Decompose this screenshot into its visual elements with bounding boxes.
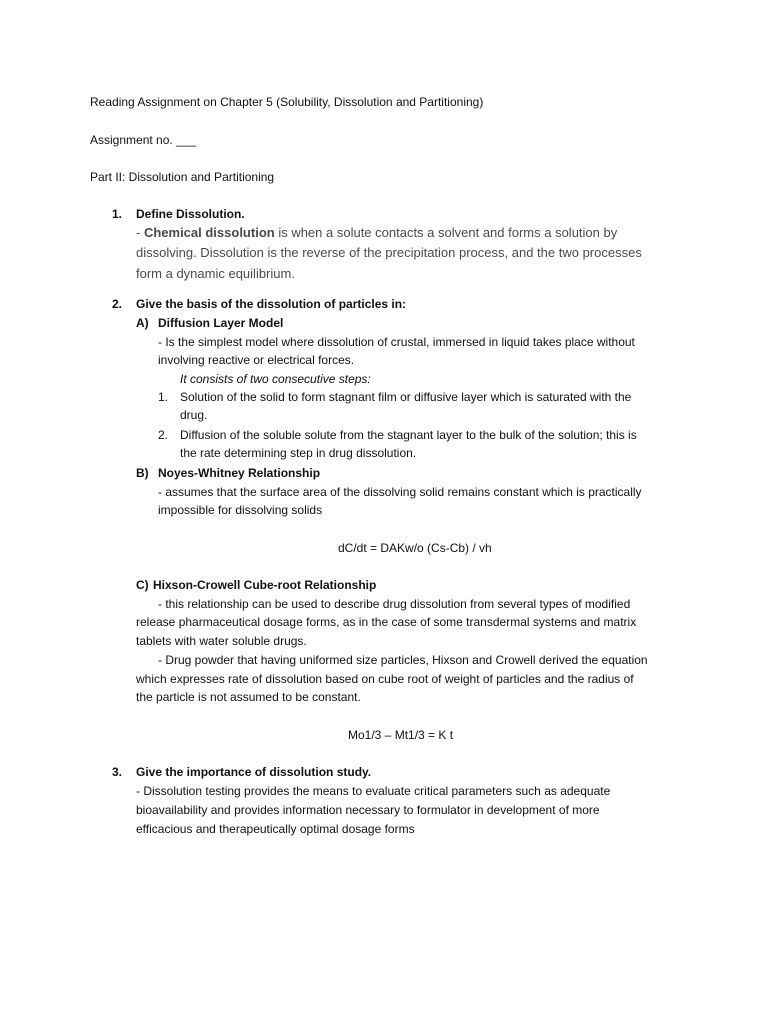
q3-number: 3. [112,765,123,779]
q2-c-para1-line-2: release pharmaceutical dosage forms, as in the case of some transdermal systems and matrix [136,615,637,629]
q2-a-step2-number: 2. [158,428,169,442]
q2-a-letter: A) [136,316,149,330]
q1-answer-line-1 [136,226,617,240]
q2-a-step1-line-1: Solution of the solid to form stagnant film or diffusive layer which is saturated with the [180,390,632,404]
q1-answer-line-3: form a dynamic equilibrium. [136,266,295,281]
document-title: Reading Assignment on Chapter 5 (Solubility, Dissolution and Partitioning) [90,95,484,109]
q1-answer-text: is when a solute contacts a solvent and forms a solution by [274,225,618,240]
q2-a-desc-line-2: involving reactive or electrical forces. [158,353,355,367]
q3-question: Give the importance of dissolution study. [136,765,372,779]
q3-answer-line-2: bioavailability and provides information necessary to formulator in development of more [136,803,600,817]
assignment-number: Assignment no. ___ [90,133,197,147]
q1-answer-line-2: dissolving. Dissolution is the reverse of the precipitation process, and the two processes [136,245,642,260]
q2-c-para2-line-1: - Drug powder that having uniformed size particles, Hixson and Crowell derived the equation [158,653,648,667]
q2-number: 2. [112,297,123,311]
q1-question: Define Dissolution. [136,207,245,221]
q2-a-step1-number: 1. [158,390,169,404]
q2-c-para1-line-1: - this relationship can be used to describe drug dissolution from several types of modified [158,597,631,611]
q2-a-step1-line-2: drug. [180,408,208,422]
q2-c-para2-line-2: which expresses rate of dissolution based on cube root of weight of particles and the radius of [136,672,634,686]
q1-number: 1. [112,207,123,221]
q2-b-desc-line-1: - assumes that the surface area of the dissolving solid remains constant which is practically [158,485,642,499]
q2-a-title: Diffusion Layer Model [158,316,284,330]
part-heading: Part II: Dissolution and Partitioning [90,170,275,184]
q1-term: Chemical dissolution [143,225,275,240]
q2-b-letter: B) [136,466,149,480]
q2-b-desc-line-2: impossible for dissolving solids [158,503,323,517]
q2-c-para2-line-3: the particle is not assumed to be constant. [136,690,361,704]
q2-question: Give the basis of the dissolution of particles in: [136,297,407,311]
q3-answer-line-1: - Dissolution testing provides the means to evaluate critical parameters such as adequate [136,784,611,798]
q2-a-desc-line-1: - Is the simplest model where dissolution of crustal, immersed in liquid takes place without [158,335,635,349]
q2-a-intro: It consists of two consecutive steps: [180,372,371,386]
noyes-whitney-equation: dC/dt = DAKw/o (Cs-Cb) / vh [338,541,492,555]
q2-a-step2-line-2: the rate determining step in drug dissolution. [180,446,417,460]
q2-c-letter: C) [136,578,149,592]
hixson-crowell-equation: Mo1/3 – Mt1/3 = K t [348,728,454,742]
q2-c-para1-line-3: tablets with water soluble drugs. [136,634,307,648]
q1-dash: - [136,225,144,240]
q2-a-step2-line-1: Diffusion of the soluble solute from the stagnant layer to the bulk of the solution; this is [180,428,637,442]
q3-answer-line-3: efficacious and therapeutically optimal dosage forms [136,822,415,836]
q2-c-title: Hixson-Crowell Cube-root Relationship [153,578,377,592]
q2-b-title: Noyes-Whitney Relationship [158,466,321,480]
